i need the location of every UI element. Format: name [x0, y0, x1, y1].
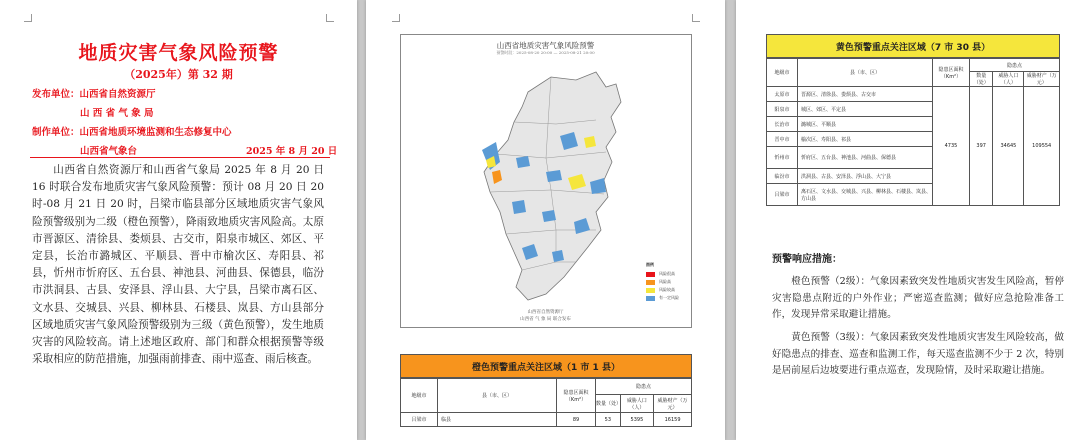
- risk-area: [516, 156, 530, 168]
- response-yellow: [772, 330, 1064, 380]
- issue-number: （2025年）第 32 期: [124, 68, 233, 81]
- risk-area: [584, 136, 596, 148]
- cell-city: 吕梁市: [401, 413, 438, 427]
- th-count: 数量（处）: [596, 395, 621, 413]
- body-text: [32, 162, 324, 368]
- legend-label: 风险高: [659, 279, 671, 284]
- map-legend: [646, 262, 698, 302]
- risk-area: [546, 170, 562, 182]
- th-people: 威胁人口（人）: [993, 72, 1024, 87]
- red-divider: [30, 157, 330, 158]
- maker-1: 山西省地质环境监测和生态修复中心: [79, 127, 232, 138]
- legend-title: 图例: [646, 262, 654, 267]
- th-county: 县（市、区）: [798, 59, 933, 87]
- cell-count: 397: [970, 87, 993, 206]
- cell-property: 109554: [1024, 87, 1060, 206]
- cell-count: 53: [596, 413, 621, 427]
- response-orange-text: 橙色预警（2级）：气象因素致突发性地质灾害发生风险高，暂停灾害隐患点附近的户外作业；严密巡查监测；做好应急抢险准备工作，发现异常采取避让措施。: [772, 276, 1064, 320]
- map-footer-2: 山西省 气 象 局 联合发布: [520, 317, 571, 322]
- risk-area: [542, 210, 556, 222]
- maker-line-2: 山西省气象台: [80, 146, 138, 157]
- issuer-line-2: 山 西 省 气 象 局: [80, 108, 154, 119]
- cell-city: 阳泉市: [767, 102, 798, 117]
- cell-county: 榆次区、寿阳县、祁县: [798, 132, 933, 147]
- risk-area: [552, 250, 564, 262]
- legend-item: [646, 270, 698, 278]
- page-1: [0, 0, 357, 440]
- legend-swatch: [646, 272, 655, 277]
- th-property: 威胁财产（万元）: [1024, 72, 1060, 87]
- legend-label: 有一定风险: [659, 295, 679, 300]
- map-footer-1: 山西省自然资源厅: [527, 310, 564, 315]
- cell-county: 洪洞县、古县、安泽县、浮山县、大宁县: [798, 169, 933, 184]
- page-3: [736, 0, 1080, 440]
- cell-city: 长治市: [767, 117, 798, 132]
- maker-line-1: [32, 124, 232, 138]
- legend-item: [646, 294, 698, 302]
- cell-county: 忻府区、五台县、神池县、河曲县、保德县: [798, 147, 933, 169]
- maker-label: 制作单位：: [32, 127, 80, 138]
- legend-swatch: [646, 296, 655, 301]
- cell-county: 临县: [438, 413, 557, 427]
- risk-area: [512, 200, 526, 214]
- th-area: 隐患区面积（Km²）: [933, 59, 970, 87]
- response-heading: 预警响应措施：: [772, 254, 842, 265]
- cell-city: 吕梁市: [767, 184, 798, 206]
- yellow-band-title: 黄色预警重点关注区域（7 市 30 县）: [835, 43, 991, 53]
- th-city: 地级市: [767, 59, 798, 87]
- corner-mark: [392, 14, 400, 22]
- cell-city: 太原市: [767, 87, 798, 102]
- document-title: 地质灾害气象风险预警: [78, 42, 279, 64]
- cell-city: 忻州市: [767, 147, 798, 169]
- map-subtitle: 预警时段：2025-08-20 20:00 — 2025-08-21 20:00: [496, 50, 595, 55]
- legend-swatch: [646, 280, 655, 285]
- cell-city: 临汾市: [767, 169, 798, 184]
- response-orange: [772, 274, 1064, 324]
- orange-table: [400, 378, 692, 427]
- cell-area: 4735: [933, 87, 970, 206]
- corner-mark: [326, 14, 334, 22]
- legend-label: 风险较高: [659, 287, 675, 292]
- cell-county: 城区、郊区、平定县: [798, 102, 933, 117]
- cell-city: 晋中市: [767, 132, 798, 147]
- body-paragraph: 山西省自然资源厅和山西省气象局 2025 年 8 月 20 日 16 时联合发布地质灾害气象风险预警：预计 08 月 20 日 20 时-08 月 21 日 20 时，吕梁市临县部分区域地质灾害气象风险预警级别为二级（橙色预警），降雨致地质灾害风险高。太原市晋源区、清徐县、娄烦县、古交市，阳泉市城区、郊区、平定县，长治市潞城区、平顺县、晋中市榆次区、寿阳县、祁县，忻州市忻府区、五台县、神池县、河曲县、保德县，临汾市洪洞县、古县、安泽县、浮山县、大宁县，吕梁市离石区、文水县、交城县、兴县、柳林县、石楼县、岚县、方山县部分区域地质灾害气象风险预警级别为三级（黄色预警），发生地质灾害的风险较高。请上述地区政府、部门和群众根据预警等级采取相应的防范措施，加强雨前排查、雨中巡查、雨后核查。: [32, 164, 324, 366]
- th-city: 地级市: [401, 379, 438, 413]
- cell-people: 34645: [993, 87, 1024, 206]
- legend-item: [646, 286, 698, 294]
- corner-mark: [692, 14, 700, 22]
- th-area: 隐患区面积（Km²）: [557, 379, 596, 413]
- cell-county: 离石区、文水县、交城县、兴县、柳林县、石楼县、岚县、方山县: [798, 184, 933, 206]
- th-county: 县（市、区）: [438, 379, 557, 413]
- cell-property: 16159: [654, 413, 692, 427]
- shanxi-map: [456, 62, 656, 312]
- yellow-table: [766, 58, 1060, 206]
- th-count: 数量（处）: [970, 72, 993, 87]
- th-people: 威胁人口（人）: [620, 395, 653, 413]
- legend-label: 风险很高: [659, 271, 675, 276]
- issuer-1: 山西省自然资源厅: [79, 89, 156, 100]
- legend-swatch: [646, 288, 655, 293]
- page-2: [366, 0, 725, 440]
- cell-people: 5395: [620, 413, 653, 427]
- legend-item: [646, 278, 698, 286]
- orange-band-title: 橙色预警重点关注区域（1 市 1 县）: [472, 363, 620, 373]
- issue-date: 2025 年 8 月 20 日: [246, 146, 338, 157]
- issuer-line-1: [32, 86, 156, 100]
- th-property: 威胁财产（万元）: [654, 395, 692, 413]
- th-hidden: 隐患点: [970, 59, 1060, 72]
- cell-county: 潞城区、平顺县: [798, 117, 933, 132]
- corner-mark: [24, 14, 32, 22]
- cell-county: 晋源区、清徐县、娄烦县、古交市: [798, 87, 933, 102]
- map-title: 山西省地质灾害气象风险预警: [496, 41, 595, 50]
- table-row: [767, 87, 1060, 102]
- issuer-label: 发布单位：: [32, 89, 80, 100]
- th-hidden: 隐患点: [596, 379, 692, 395]
- cell-area: 89: [557, 413, 596, 427]
- response-yellow-text: 黄色预警（3级）：气象因素致突发性地质灾害发生风险较高，做好隐患点的排查、巡查和监测工作，每天巡查监测不少于 2 次，特别是居前屋后边坡要进行重点巡查，发现险情，及时采取避让措施。: [772, 332, 1064, 376]
